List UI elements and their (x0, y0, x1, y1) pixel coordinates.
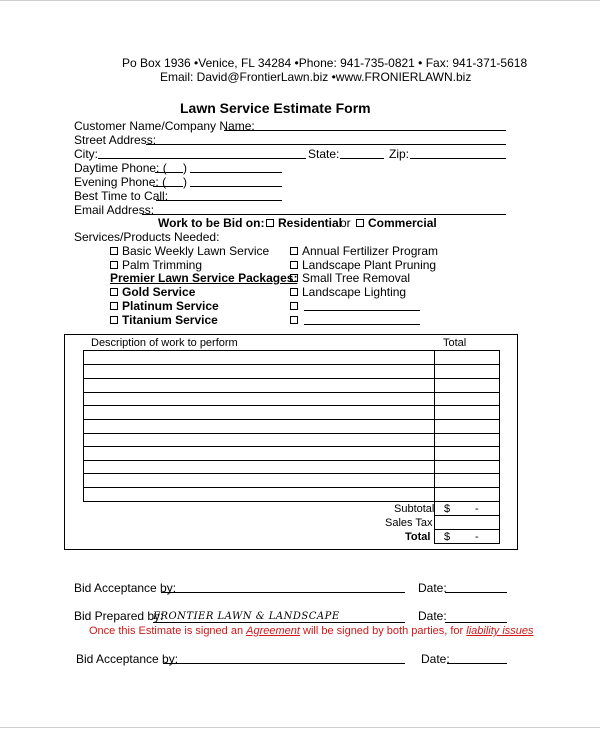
evening-phone-label: Evening Phone: ( (74, 175, 167, 189)
street-address-label: Street Address: (74, 133, 157, 147)
col-total-header: Total (443, 337, 467, 349)
date-3-field[interactable] (447, 663, 507, 664)
subtotal-currency: $ (444, 503, 451, 515)
company-address-line: Po Box 1936 •Venice, FL 34284 •Phone: 941-735-0821 • Fax: 941-371-5618 (122, 56, 528, 70)
best-time-label: Best Time to Call: (74, 189, 169, 203)
service-label: Palm Trimming (122, 258, 203, 272)
zip-label: Zip: (389, 147, 410, 161)
sales-tax-label: Sales Tax (385, 517, 433, 529)
form-title: Lawn Service Estimate Form (180, 100, 371, 116)
date-2-field[interactable] (445, 622, 507, 623)
subtotal-value[interactable]: - (475, 503, 479, 515)
packages-heading: Premier Lawn Service Packages: (110, 271, 298, 285)
page-bottom-border (0, 727, 600, 728)
service-label: Landscape Lighting (302, 285, 407, 299)
package-label: Platinum Service (122, 299, 219, 313)
date-1-field[interactable] (445, 592, 507, 593)
daytime-paren-close: ) (183, 161, 187, 175)
liability-link[interactable]: liability issues (466, 625, 534, 637)
date-1-label: Date: (418, 581, 447, 595)
total-value[interactable]: - (475, 531, 479, 543)
service-label: Landscape Plant Pruning (302, 258, 437, 272)
service-label: Basic Weekly Lawn Service (122, 244, 270, 258)
commercial-label: Commercial (368, 216, 437, 230)
work-bid-label: Work to be Bid on: (158, 216, 265, 230)
col-description-header: Description of work to perform (91, 337, 238, 349)
bid-acceptance-1-label: Bid Acceptance by: (74, 581, 177, 595)
prepared-signature: FRONTIER LAWN & LANDSCAPE (153, 611, 340, 622)
state-label: State: (308, 147, 340, 161)
bid-acceptance-1-field[interactable] (161, 592, 405, 593)
or-text: or (340, 216, 351, 230)
subtotal-label: Subtotal (394, 503, 435, 515)
email-address-label: Email Address: (74, 203, 155, 217)
bid-prepared-field[interactable] (153, 622, 405, 623)
agreement-notice: Once this Estimate is signed an Agreement will be signed by both parties, for liability issues (89, 625, 534, 637)
bid-acceptance-2-field[interactable] (163, 663, 405, 664)
package-label: Gold Service (122, 285, 196, 299)
city-label: City: (74, 147, 98, 161)
bid-prepared-label: Bid Prepared by: (74, 609, 164, 623)
date-2-label: Date: (418, 609, 447, 623)
residential-label: Residential (278, 216, 343, 230)
service-label: Annual Fertilizer Program (302, 244, 439, 258)
company-contact-line: Email: David@FrontierLawn.biz •www.FRONIERLAWN.biz (160, 70, 472, 84)
date-3-label: Date: (421, 652, 450, 666)
evening-paren-close: ) (183, 175, 187, 189)
customer-name-label: Customer Name/Company Name: (74, 119, 255, 133)
total-currency: $ (444, 531, 451, 543)
agreement-link[interactable]: Agreement (246, 625, 300, 637)
total-label: Total (405, 531, 431, 543)
services-heading: Services/Products Needed: (74, 230, 220, 244)
service-label: Small Tree Removal (302, 271, 411, 285)
bid-acceptance-2-label: Bid Acceptance by: (76, 652, 179, 666)
package-label: Titanium Service (122, 313, 218, 327)
daytime-phone-label: Daytime Phone: ( (74, 161, 167, 175)
